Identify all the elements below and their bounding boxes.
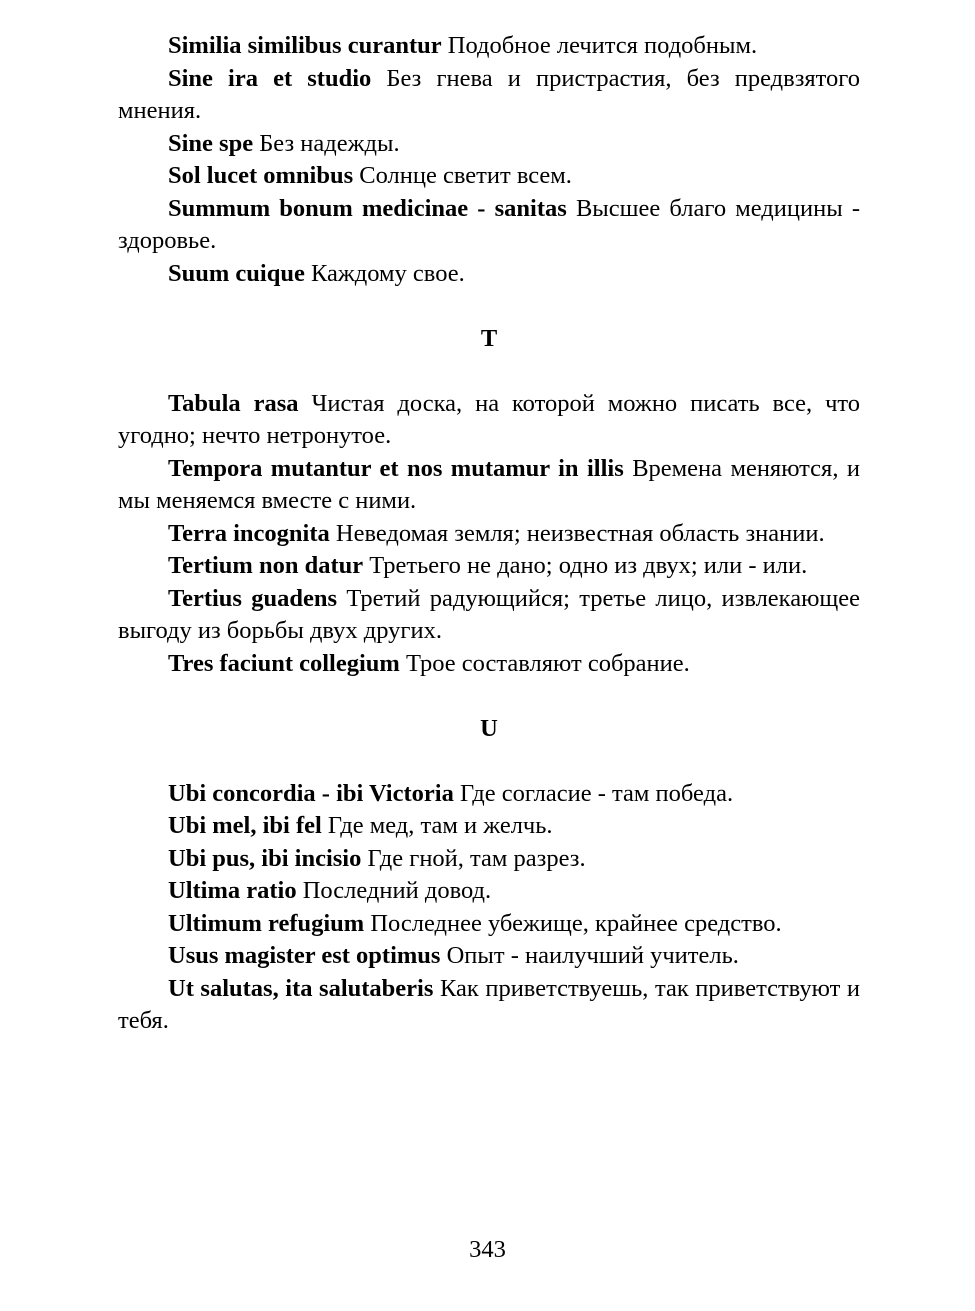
entry-translation: Как приветствуешь, так приветствуют и тебя. xyxy=(118,974,860,1034)
section-s xyxy=(118,30,860,290)
section-spacer xyxy=(118,355,860,388)
entry xyxy=(118,518,860,551)
entry-term: Tertium non datur xyxy=(168,552,364,579)
entry-translation: Опыт - наилучший учитель. xyxy=(446,942,739,969)
entry xyxy=(118,160,860,193)
section-letter-heading: U xyxy=(480,714,498,742)
entry-term: Ultima ratio xyxy=(168,877,297,904)
entry xyxy=(118,648,860,681)
entry xyxy=(118,258,860,291)
entry-translation: Без гнева и пристрастия, без предвзятого мнения. xyxy=(118,64,860,124)
entry-term: Tertius guadens xyxy=(168,584,338,612)
entry xyxy=(118,583,860,648)
entry-translation: Чистая доска, на которой можно писать все, что угодно; нечто нетронутое. xyxy=(118,389,861,449)
entry-translation: Времена меняются, и мы меняемся вместе с ними. xyxy=(118,454,860,514)
entry-translation: Подобное лечится подобным. xyxy=(447,32,758,59)
entry-term: Terra incognita xyxy=(168,519,330,547)
entry xyxy=(118,810,860,843)
section-t xyxy=(118,388,860,681)
entry xyxy=(118,843,860,876)
entry-term: Tres faciunt collegium xyxy=(168,649,400,677)
dictionary-page xyxy=(118,30,860,1038)
entry xyxy=(118,908,860,941)
entry-translation: Высшее благо медицины - здоровье. xyxy=(118,194,860,254)
entry-translation: Третьего не дано; одно из двух; или - или. xyxy=(369,552,808,579)
entry xyxy=(118,778,860,811)
entry-term: Ut salutas, ita salutaberis xyxy=(168,974,434,1002)
entry-translation: Солнце светит всем. xyxy=(359,162,572,189)
entry xyxy=(118,453,860,518)
entry-term: Usus magister est optimus xyxy=(168,942,441,969)
entry xyxy=(118,973,860,1038)
entry xyxy=(118,30,860,63)
entry-term: Ultimum refugium xyxy=(168,909,365,937)
entry xyxy=(118,940,860,973)
entry-translation: Трое составляют собрание. xyxy=(405,649,690,677)
entry xyxy=(118,388,860,453)
entry-translation: Каждому свое. xyxy=(310,259,465,287)
entry-term: Tabula rasa xyxy=(168,389,299,417)
page-number: 343 xyxy=(469,1236,506,1263)
entry-term: Ubi mel, ibi fel xyxy=(168,812,322,839)
entry-term: Ubi pus, ibi incisio xyxy=(168,844,362,872)
entry-translation: Неведомая земля; неизвестная область знании. xyxy=(335,519,825,547)
section-spacer xyxy=(118,745,860,778)
entry-translation: Последнее убежище, крайнее средство. xyxy=(370,909,782,937)
entry-term: Sol lucet omnibus xyxy=(168,162,354,189)
entry-term: Sine spe xyxy=(168,129,254,157)
entry-translation: Последний довод. xyxy=(302,877,492,904)
section-spacer xyxy=(118,290,860,323)
section-letter-heading: T xyxy=(480,324,498,352)
entry-term: Ubi concordia - ibi Victoria xyxy=(168,779,454,807)
entry-term: Similia similibus curantur xyxy=(168,32,442,59)
entry-translation: Где гной, там разрез. xyxy=(367,844,586,872)
entry xyxy=(118,193,860,258)
entry-translation: Где согласие - там победа. xyxy=(459,779,734,807)
entry-translation: Без надежды. xyxy=(259,129,400,157)
entry xyxy=(118,875,860,908)
section-u xyxy=(118,778,860,1038)
section-spacer xyxy=(118,680,860,713)
entry-translation: Третий радующийся; третье лицо, извлекающее выгоду из борьбы двух других. xyxy=(118,584,861,644)
entry-translation: Где мед, там и желчь. xyxy=(327,812,553,839)
entry xyxy=(118,63,860,128)
entry xyxy=(118,128,860,161)
entry-term: Summum bonum medicinae - sanitas xyxy=(168,194,567,222)
entry-term: Sine ira et studio xyxy=(168,64,372,92)
entry xyxy=(118,550,860,583)
entry-term: Suum cuique xyxy=(168,259,305,287)
entry-term: Tempora mutantur et nos mutamur in illis xyxy=(168,454,624,482)
